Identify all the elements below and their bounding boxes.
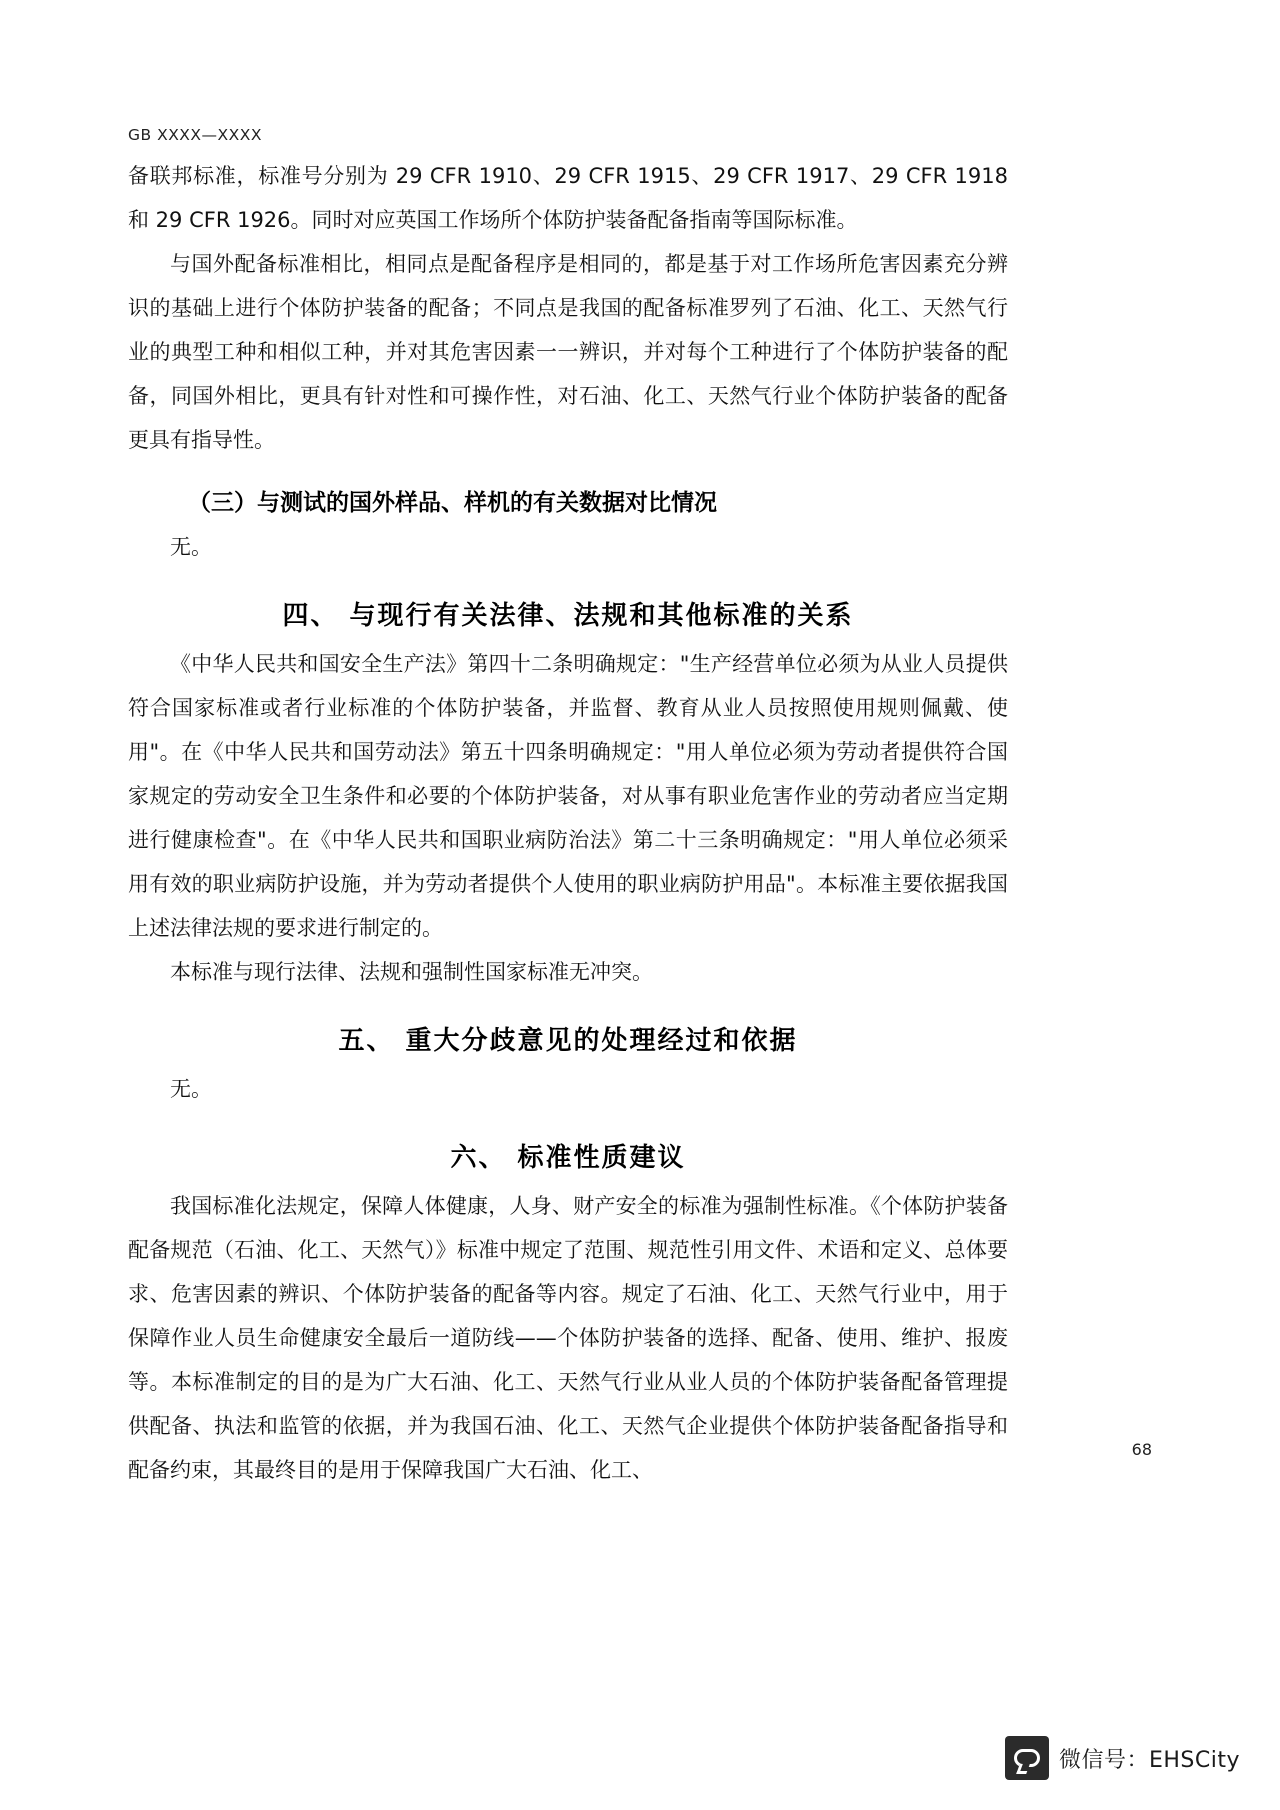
paragraph-comparison: 与国外配备标准相比，相同点是配备程序是相同的，都是基于对工作场所危害因素充分辨识的基础上进行个体防护装备的配备；不同点是我国的配备标准罗列了石油、化工、天然气行业的典型工种和相似工种，并对其危害因素一一辨识，并对每个工种进行了个体防护装备的配备，同国外相比，更具有针对性和可操作性，对石油、化工、天然气行业个体防护装备的配备更具有指导性。 [128, 252, 1008, 452]
standard-code-header: GB XXXX—XXXX [128, 126, 263, 144]
heading-section-three: （三）与测试的国外样品、样机的有关数据对比情况 [188, 490, 717, 516]
watermark [1005, 1736, 1240, 1780]
paragraph-federal-standards: 备联邦标准，标准号分别为 29 CFR 1910、29 CFR 1915、29 CFR 1917、29 CFR 1918 和 29 CFR 1926。同时对应英国工作场所个体防护装备配备指南等国际标准。 [128, 164, 1008, 232]
heading-section-six: 六、 标准性质建议 [450, 1143, 686, 1173]
wechat-icon [1005, 1736, 1049, 1780]
document-body [128, 126, 1008, 1492]
paragraph-none-2: 无。 [170, 1077, 212, 1101]
page-number: 68 [1131, 1440, 1152, 1459]
paragraph-laws: 《中华人民共和国安全生产法》第四十二条明确规定："生产经营单位必须为从业人员提供符合国家标准或者行业标准的个体防护装备，并监督、教育从业人员按照使用规则佩戴、使用"。在《中华人民共和国劳动法》第五十四条明确规定："用人单位必须为劳动者提供符合国家规定的劳动安全卫生条件和必要的个体防护装备，对从事有职业危害作业的劳动者应当定期进行健康检查"。在《中华人民共和国职业病防治法》第二十三条明确规定："用人单位必须采用有效的职业病防护设施，并为劳动者提供个人使用的职业病防护用品"。本标准主要依据我国上述法律法规的要求进行制定的。 [128, 652, 1008, 940]
heading-section-four: 四、 与现行有关法律、法规和其他标准的关系 [282, 601, 854, 631]
paragraph-standard-nature: 我国标准化法规定，保障人体健康，人身、财产安全的标准为强制性标准。《个体防护装备配备规范（石油、化工、天然气）》标准中规定了范围、规范性引用文件、术语和定义、总体要求、危害因素的辨识、个体防护装备的配备等内容。规定了石油、化工、天然气行业中，用于保障作业人员生命健康安全最后一道防线——个体防护装备的选择、配备、使用、维护、报废等。本标准制定的目的是为广大石油、化工、天然气行业从业人员的个体防护装备配备管理提供配备、执法和监管的依据，并为我国石油、化工、天然气企业提供个体防护装备配备指导和配备约束，其最终目的是用于保障我国广大石油、化工、 [128, 1194, 1008, 1482]
paragraph-no-conflict: 本标准与现行法律、法规和强制性国家标准无冲突。 [170, 960, 653, 984]
paragraph-none-1: 无。 [170, 535, 212, 559]
watermark-label: 微信号：EHSCity [1058, 1747, 1240, 1773]
heading-section-five: 五、 重大分歧意见的处理经过和依据 [338, 1026, 798, 1056]
